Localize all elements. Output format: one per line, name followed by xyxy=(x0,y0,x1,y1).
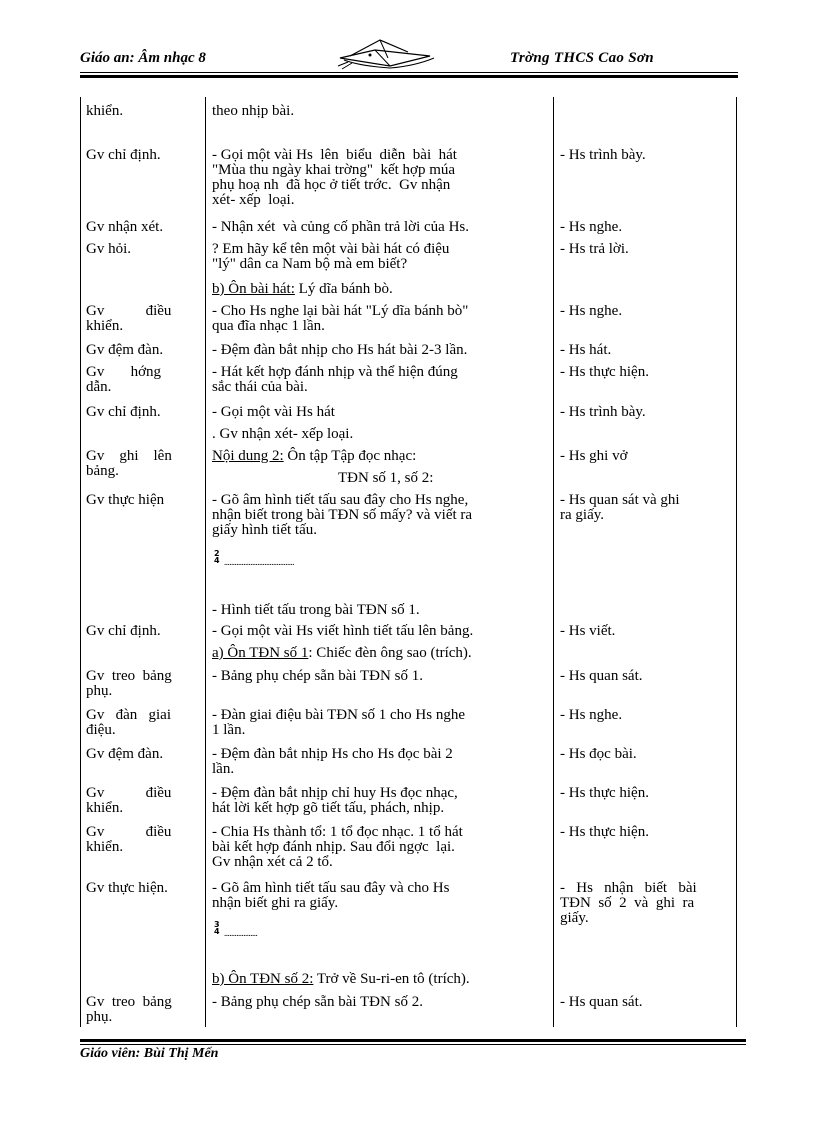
table-row-19-content: - Đệm đàn bắt nhịp chỉ huy Hs đọc nhạc, hát lời kết hợp gõ tiết tấu, phách, nhịp. xyxy=(212,785,458,816)
table-row-10-teacher: Gv ghi lên bảng. xyxy=(86,448,172,479)
table-row-1-teacher: Gv chỉ định. xyxy=(86,147,161,163)
table-row-6-content: - Đệm đàn bắt nhịp cho Hs hát bài 2-3 lần. xyxy=(212,342,468,358)
table-row-18-teacher: Gv đệm đàn. xyxy=(86,746,164,762)
table-row-20-teacher: Gv điều khiển. xyxy=(86,824,172,855)
table-row-18-student: - Hs đọc bài. xyxy=(560,746,637,762)
footer-rule-thick xyxy=(80,1039,746,1042)
table-row-10-student: - Hs ghi vở xyxy=(560,448,628,464)
table-divider-1 xyxy=(205,97,206,1027)
section-heading-b-tdn2: b) Ôn TĐN số 2: xyxy=(212,971,314,987)
time-signature-2: 3 4 xyxy=(214,920,220,936)
table-row-23-student: - Hs quan sát. xyxy=(560,994,643,1010)
footer-teacher-name: Giáo viên: Bùi Thị Mến xyxy=(80,1046,219,1061)
table-row-14-content: - Gọi một vài Hs viết hình tiết tấu lên bảng. xyxy=(212,623,474,639)
table-row-17-content: - Đàn giai điệu bài TĐN số 1 cho Hs nghe 1 lần. xyxy=(212,707,466,738)
table-row-5-teacher: Gv điều khiển. xyxy=(86,303,172,334)
table-row-21-content: - Gõ âm hình tiết tấu sau đây và cho Hs nhận biết ghi ra giấy. xyxy=(212,880,450,911)
table-row-20-content: - Chia Hs thành tổ: 1 tổ đọc nhạc. 1 tổ hát bài kết hợp đánh nhịp. Sau đổi ngợc lại. Gv nhận xét cả 2 tổ. xyxy=(212,824,463,870)
table-row-14-teacher: Gv chỉ định. xyxy=(86,623,161,639)
table-row-11-content: TĐN số 1, số 2: xyxy=(338,470,434,486)
open-book-icon xyxy=(330,36,440,76)
table-row-22-content: b) Ôn TĐN số 2: Trở về Su-ri-en tô (trích). xyxy=(212,971,470,987)
rhythm-dots-1: ........................................ xyxy=(224,557,294,567)
header-left-title: Giáo an: Âm nhạc 8 xyxy=(80,50,206,66)
table-right-border xyxy=(736,97,737,1027)
table-row-17-teacher: Gv đàn giai điệu. xyxy=(86,707,171,738)
table-row-23-teacher: Gv treo bảng phụ. xyxy=(86,994,172,1025)
section-heading-a-tdn1: a) Ôn TĐN số 1 xyxy=(212,645,309,661)
table-row-14-student: - Hs viết. xyxy=(560,623,616,639)
table-row-6-teacher: Gv đệm đàn. xyxy=(86,342,164,358)
table-row-18-content: - Đệm đàn bắt nhịp Hs cho Hs đọc bài 2 lần. xyxy=(212,746,453,777)
table-row-2-content: - Nhận xét và củng cố phần trả lời của Hs. xyxy=(212,219,470,235)
table-row-1-student: - Hs trình bày. xyxy=(560,147,646,163)
table-row-21-teacher: Gv thực hiện. xyxy=(86,880,168,896)
table-row-20-student: - Hs thực hiện. xyxy=(560,824,649,840)
footer-rule-thin xyxy=(80,1044,746,1045)
table-row-7-teacher: Gv hớng dẫn. xyxy=(86,364,162,395)
table-row-10-content: Nội dung 2: Ôn tập Tập đọc nhạc: xyxy=(212,448,417,464)
table-row-8-content: - Gọi một vài Hs hát xyxy=(212,404,335,420)
header-rule-thin xyxy=(80,72,738,73)
table-row-21-student: - Hs nhận biết bài TĐN số 2 và ghi ra giấy. xyxy=(560,880,697,926)
table-row-19-student: - Hs thực hiện. xyxy=(560,785,649,801)
table-row-0-content: theo nhịp bài. xyxy=(212,103,295,119)
table-divider-2 xyxy=(553,97,554,1027)
table-row-4-content: b) Ôn bài hát: Lý dĩa bánh bò. xyxy=(212,281,393,297)
table-row-13-content: - Hình tiết tấu trong bài TĐN số 1. xyxy=(212,602,420,618)
header-right-school: Trờng THCS Cao Sơn xyxy=(510,50,654,66)
table-left-border xyxy=(80,97,81,1027)
section-heading-content-2: Nội dung 2: xyxy=(212,448,284,464)
table-row-12-teacher: Gv thực hiện xyxy=(86,492,165,508)
table-row-6-student: - Hs hát. xyxy=(560,342,612,358)
table-row-12-content: - Gõ âm hình tiết tấu sau đây cho Hs nghe, nhận biết trong bài TĐN số mấy? và viết ra giấy hình tiết tấu. xyxy=(212,492,473,538)
table-row-16-student: - Hs quan sát. xyxy=(560,668,643,684)
table-row-7-student: - Hs thực hiện. xyxy=(560,364,649,380)
table-row-8-student: - Hs trình bày. xyxy=(560,404,646,420)
table-row-3-content: ? Em hãy kể tên một vài bài hát có điệu "lý" dân ca Nam bộ mà em biết? xyxy=(212,241,450,272)
section-heading-b-song: b) Ôn bài hát: xyxy=(212,281,295,297)
time-signature-1: 2 4 xyxy=(214,549,220,565)
table-row-9-content: . Gv nhận xét- xếp loại. xyxy=(212,426,354,442)
table-row-16-teacher: Gv treo bảng phụ. xyxy=(86,668,172,699)
table-row-5-student: - Hs nghe. xyxy=(560,303,623,319)
table-row-8-teacher: Gv chỉ định. xyxy=(86,404,161,420)
table-row-0-teacher: khiển. xyxy=(86,103,124,119)
header-rule-thick xyxy=(80,75,738,78)
table-row-5-content: - Cho Hs nghe lại bài hát "Lý dĩa bánh bò" qua đĩa nhạc 1 lần. xyxy=(212,303,469,334)
rhythm-dots-2: ................... xyxy=(224,928,258,938)
table-row-12-student: - Hs quan sát và ghi ra giấy. xyxy=(560,492,680,523)
table-row-2-teacher: Gv nhận xét. xyxy=(86,219,164,235)
table-row-16-content: - Bảng phụ chép sẵn bài TĐN số 1. xyxy=(212,668,423,684)
table-row-7-content: - Hát kết hợp đánh nhịp và thể hiện đúng sắc thái của bài. xyxy=(212,364,458,395)
table-row-15-content: a) Ôn TĐN số 1: Chiếc đèn ông sao (trích). xyxy=(212,645,472,661)
table-row-1-content: - Gọi một vài Hs lên biểu diễn bài hát "Mùa thu ngày khai trờng" kết hợp múa phụ hoạ nh đã học ở tiết trớc. Gv nhận xét- xếp loại. xyxy=(212,147,457,208)
table-row-17-student: - Hs nghe. xyxy=(560,707,623,723)
table-row-19-teacher: Gv điều khiển. xyxy=(86,785,172,816)
table-row-23-content: - Bảng phụ chép sẵn bài TĐN số 2. xyxy=(212,994,423,1010)
table-row-3-teacher: Gv hỏi. xyxy=(86,241,131,257)
table-row-2-student: - Hs nghe. xyxy=(560,219,623,235)
table-row-3-student: - Hs trả lời. xyxy=(560,241,629,257)
